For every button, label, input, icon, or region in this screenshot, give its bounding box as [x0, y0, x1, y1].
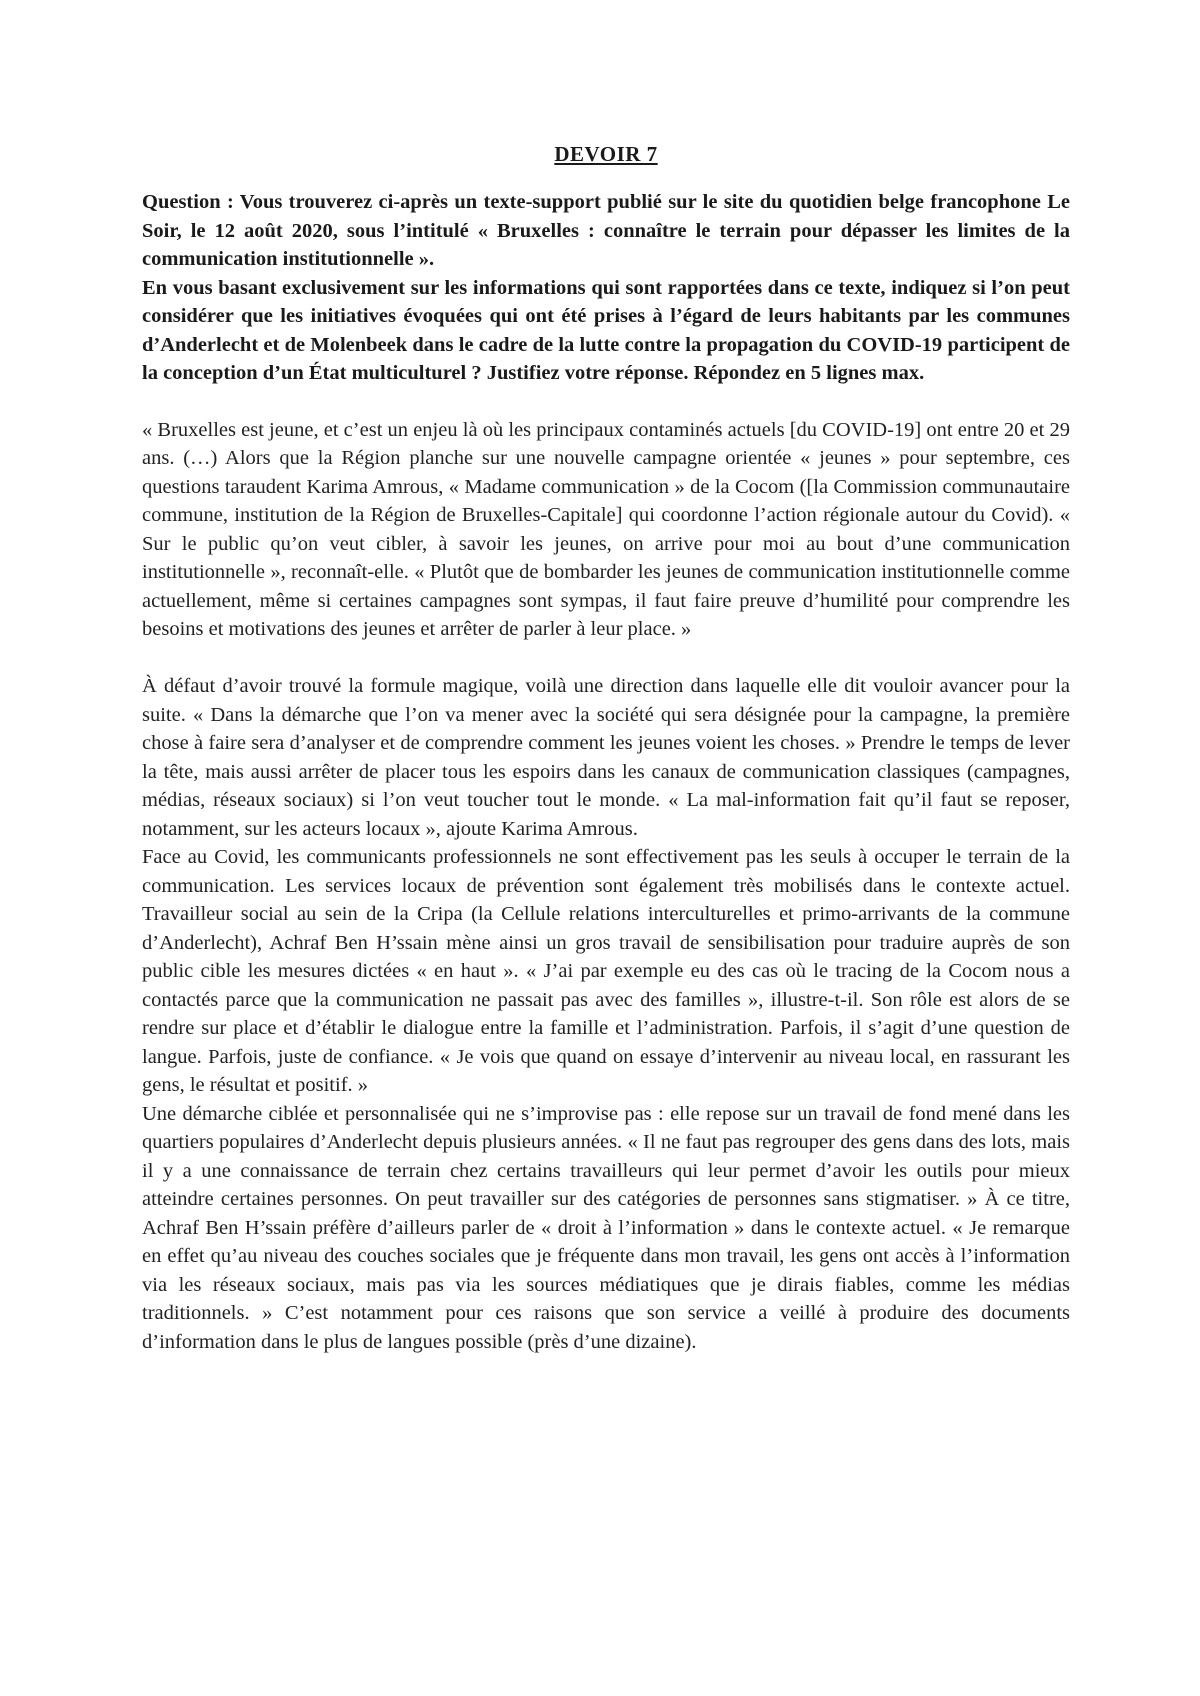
paragraph-spacer: [142, 644, 1070, 673]
text-paragraph-2: À défaut d’avoir trouvé la formule magique, voilà une direction dans laquelle elle dit vouloir avancer pour la suite. « Dans la démarche que l’on va mener avec la société qui sera désignée pour la campagne, la première chose à faire sera d’analyser et de comprendre comment les jeunes voient les choses. » Prendre le temps de lever la tête, mais aussi arrêter de placer tous les espoirs dans les canaux de communication classiques (campagnes, médias, réseaux sociaux) si l’on veut toucher tout le monde. « La mal-information fait qu’il faut se reposer, notamment, sur les acteurs locaux », ajoute Karima Amrous.: [142, 675, 1070, 840]
text-paragraph-4: Une démarche ciblée et personnalisée qui ne s’improvise pas : elle repose sur un travail de fond mené dans les quartiers populaires d’Anderlecht depuis plusieurs années. « Il ne faut pas regrouper des gens dans des lots, mais il y a une connaissance de terrain chez certains travailleurs qui leur permet d’avoir les outils pour mieux atteindre certaines personnes. On peut travailler sur des catégories de personnes sans stigmatiser. » À ce titre, Achraf Ben H’ssain préfère d’ailleurs parler de « droit à l’information » dans le contexte actuel. « Je remarque en effet qu’au niveau des couches sociales que je fréquente dans mon travail, les gens ont accès à l’information via les réseaux sociaux, mais pas via les sources médiatiques que je dirais fiables, comme les médias traditionnels. » C’est notamment pour ces raisons que son service a veillé à produire des documents d’information dans le plus de langues possible (près d’une dizaine).: [142, 1102, 1070, 1353]
question-intro: Question : Vous trouverez ci-après un texte-support publié sur le site du quotidien belge francophone Le Soir, le 12 août 2020, sous l’intitulé « Bruxelles : connaître le terrain pour dépasser les limites de la communication institutionnelle ».: [142, 191, 1070, 270]
document-content: [142, 140, 1070, 1356]
text-paragraph-3: Face au Covid, les communicants professionnels ne sont effectivement pas les seuls à occuper le terrain de la communication. Les services locaux de prévention sont également très mobilisés dans le contexte actuel. Travailleur social au sein de la Cripa (la Cellule relations interculturelles et primo-arrivants de la commune d’Anderlecht), Achraf Ben H’ssain mène ainsi un gros travail de sensibilisation pour traduire auprès de son public cible les mesures dictées « en haut ». « J’ai par exemple eu des cas où le tracing de la Cocom nous a contactés parce que la communication ne passait pas avec des familles », illustre-t-il. Son rôle est alors de se rendre sur place et d’établir le dialogue entre la famille et l’administration. Parfois, il s’agit d’une question de langue. Parfois, juste de confiance. « Je vois que quand on essaye d’intervenir au niveau local, en rassurant les gens, le résultat et positif. »: [142, 846, 1070, 1096]
document-title: DEVOIR 7: [554, 142, 658, 166]
question-instruction: En vous basant exclusivement sur les informations qui sont rapportées dans ce texte, indiquez si l’on peut considérer que les initiatives évoquées qui ont été prises à l’égard de leurs habitants par les communes d’Anderlecht et de Molenbeek dans le cadre de la lutte contre la propagation du COVID-19 participent de la conception d’un État multiculturel ? Justifiez votre réponse. Répondez en 5 lignes max.: [142, 276, 1070, 384]
text-paragraph-1: « Bruxelles est jeune, et c’est un enjeu là où les principaux contaminés actuels [du COVID-19] ont entre 20 et 29 ans. (…) Alors que la Région planche sur une nouvelle campagne orientée « jeunes » pour septembre, ces questions taraudent Karima Amrous, « Madame communication » de la Cocom ([la Commission communautaire commune, institution de la Région de Bruxelles-Capitale] qui coordonne l’action régionale autour du Covid). « Sur le public qu’on veut cibler, à savoir les jeunes, on arrive pour moi au bout d’une communication institutionnelle », reconnaît-elle. « Plutôt que de bombarder les jeunes de communication institutionnelle comme actuellement, même si certaines campagnes sont sympas, il faut faire preuve d’humilité pour comprendre les besoins et motivations des jeunes et arrêter de parler à leur place. »: [142, 418, 1070, 640]
section-spacer: [142, 388, 1070, 416]
